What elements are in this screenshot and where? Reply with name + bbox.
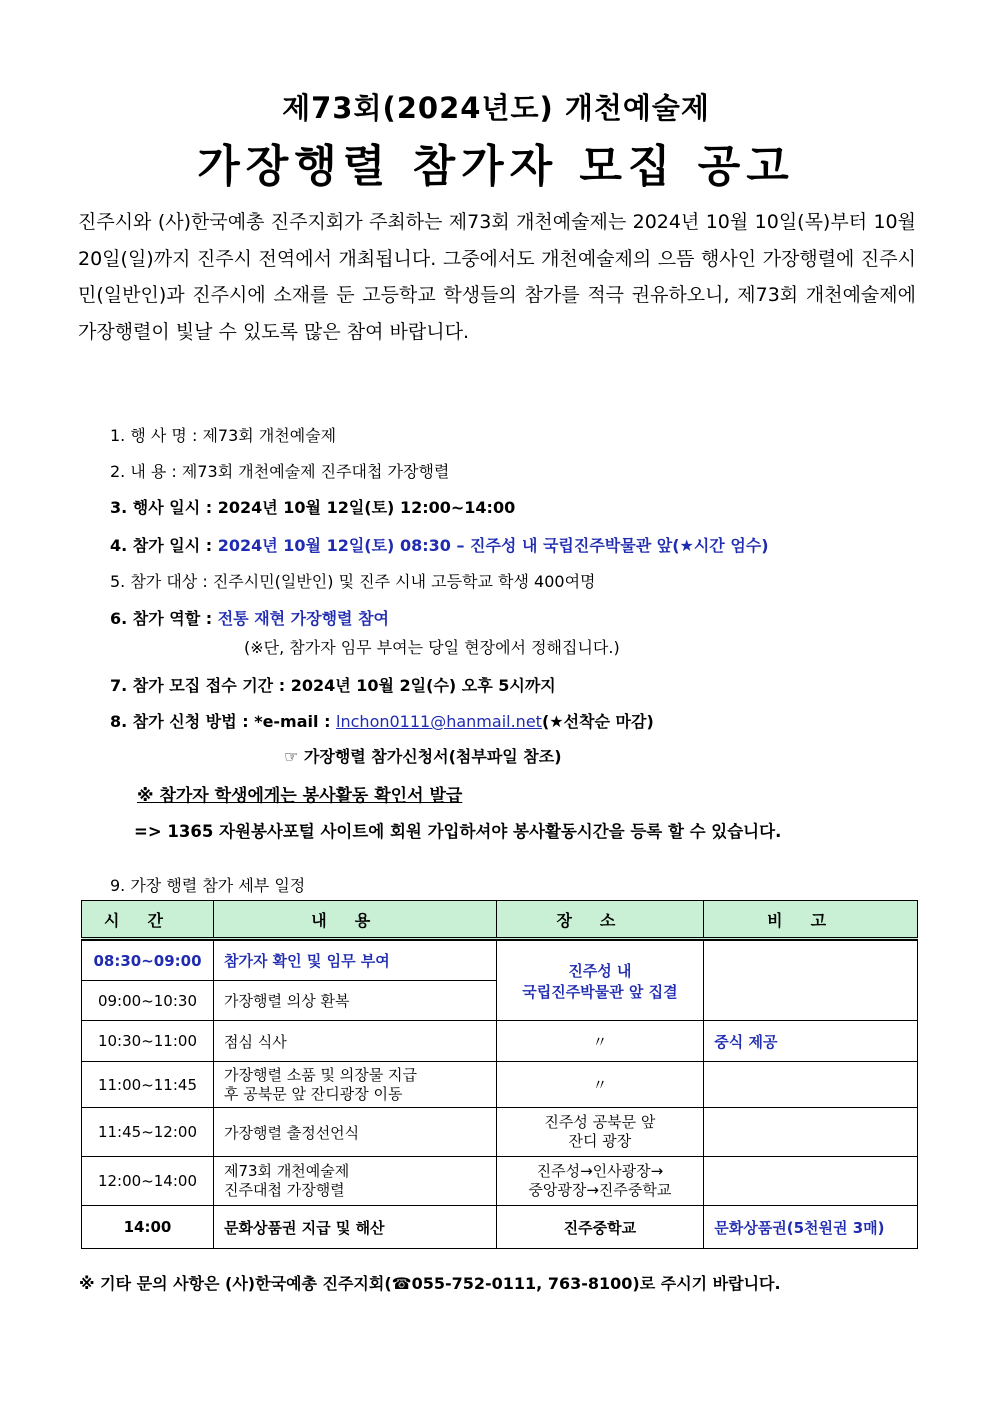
item-value: 2024년 10월 12일(토) 12:00~14:00 [217, 498, 516, 517]
item-value: 제73회 개천예술제 진주대첩 가장행렬 [181, 462, 450, 481]
table-row [82, 941, 918, 981]
item-participation-datetime [110, 533, 769, 556]
item-value: 전통 재현 가장행렬 참여 [217, 609, 389, 628]
item-value: 2024년 10월 2일(수) 오후 5시까지 [290, 676, 556, 695]
row-note [704, 1108, 918, 1157]
notice-title: 제73회(2024년도) 개천예술제 [282, 91, 710, 125]
item-content [110, 459, 449, 482]
item-value: 진주시민(일반인) 및 진주 시내 고등학교 학생 400여명 [212, 572, 596, 591]
header-place: 장소 [496, 901, 704, 939]
row-place: 〃 [496, 1062, 704, 1108]
schedule-heading: 9. 가장 행렬 참가 세부 일정 [110, 876, 306, 895]
row-note [704, 941, 918, 1021]
item-label: 8. 참가 신청 방법 : *e-mail : [110, 712, 337, 731]
item-value: 제73회 개천예술제 [202, 426, 337, 445]
item-value: 2024년 10월 12일(토) 08:30 – 진주성 내 국립진주박물관 앞(★시간 엄수) [217, 536, 769, 555]
item-event-name [110, 423, 336, 446]
row-time: 11:45~12:00 [82, 1108, 214, 1157]
volunteer-notice: ※ 참가자 학생에게는 봉사활동 확인서 발급 [137, 786, 463, 806]
row-time: 11:00~11:45 [82, 1062, 214, 1108]
row-place: 진주중학교 [496, 1206, 704, 1249]
item-label: 7. 참가 모집 접수 기간 : [110, 676, 291, 695]
item-event-datetime [110, 495, 515, 518]
item-label: 2. 내 용 : [110, 462, 182, 481]
intro-paragraph: 진주시와 (사)한국예총 진주지회가 주최하는 제73회 개천예술제는 2024년 10월 10일(목)부터 10월 20일(일)까지 진주시 전역에서 개최됩니다. 그중에서도 개천예술제의 으뜸 행사인 가장행렬에 진주시민(일반인)과 진주시에 소재를 둔 고등학교 학생들의 참가를 적극 권유하오니, 제73회 개천예술제에 가장행렬이 빛날 수 있도록 많은 참여 바랍니다. [78, 211, 916, 343]
item-target [110, 569, 596, 592]
row-time: 08:30~09:00 [82, 941, 214, 981]
row-content: 제73회 개천예술제 진주대첩 가장행렬 [213, 1157, 496, 1206]
row-content: 가장행렬 의상 환복 [213, 981, 496, 1021]
item-label: 1. 행 사 명 : [110, 426, 203, 445]
volunteer-notice-detail: => 1365 자원봉사포털 사이트에 회원 가입하셔야 봉사활동시간을 등록 할 수 있습니다. [134, 822, 782, 841]
item-label: 5. 참가 대상 : [110, 572, 213, 591]
row-content: 문화상품권 지급 및 해산 [213, 1206, 496, 1249]
item-label: 6. 참가 역할 : [110, 609, 218, 628]
notice-subtitle: 가장행렬 참가자 모집 공고 [197, 141, 795, 192]
email-link[interactable]: lnchon0111@hanmail.net [336, 712, 542, 731]
row-place: 진주성 내 국립진주박물관 앞 집결 [496, 941, 704, 1021]
header-time: 시간 [82, 901, 214, 939]
header-note: 비고 [704, 901, 918, 939]
row-content: 가장행렬 소품 및 의장물 지급 후 공북문 앞 잔디광장 이동 [213, 1062, 496, 1108]
item-application-period [110, 673, 556, 696]
row-time: 09:00~10:30 [82, 981, 214, 1021]
application-form-note: ☞ 가장행렬 참가신청서(첨부파일 참조) [284, 747, 562, 766]
schedule-table [81, 900, 918, 1249]
row-content: 점심 식사 [213, 1021, 496, 1062]
row-time: 12:00~14:00 [82, 1157, 214, 1206]
table-row [82, 1062, 918, 1108]
table-row [82, 1108, 918, 1157]
item-label: 4. 참가 일시 : [110, 536, 218, 555]
row-time: 10:30~11:00 [82, 1021, 214, 1062]
row-time: 14:00 [82, 1206, 214, 1249]
row-place: 진주성 공북문 앞 잔디 광장 [496, 1108, 704, 1157]
row-note: 문화상품권(5천원권 3매) [704, 1206, 918, 1249]
table-row [82, 1021, 918, 1062]
role-note: (※단, 참가자 임무 부여는 당일 현장에서 정해집니다.) [244, 638, 620, 657]
row-content: 가장행렬 출정선언식 [213, 1108, 496, 1157]
item-application-method [110, 709, 654, 732]
row-place: 진주성→인사광장→ 중앙광장→진주중학교 [496, 1157, 704, 1206]
table-row [82, 1157, 918, 1206]
item-label: 3. 행사 일시 : [110, 498, 218, 517]
item-suffix: (★선착순 마감) [541, 712, 654, 731]
table-header-row [82, 901, 918, 939]
item-role [110, 606, 389, 629]
row-note [704, 1157, 918, 1206]
row-note: 중식 제공 [704, 1021, 918, 1062]
table-row [82, 1206, 918, 1249]
header-content: 내용 [213, 901, 496, 939]
footer-contact: ※ 기타 문의 사항은 (사)한국예총 진주지회(☎055-752-0111, 763-8100)로 주시기 바랍니다. [79, 1274, 781, 1293]
row-note [704, 1062, 918, 1108]
row-content: 참가자 확인 및 임무 부여 [213, 941, 496, 981]
row-place: 〃 [496, 1021, 704, 1062]
